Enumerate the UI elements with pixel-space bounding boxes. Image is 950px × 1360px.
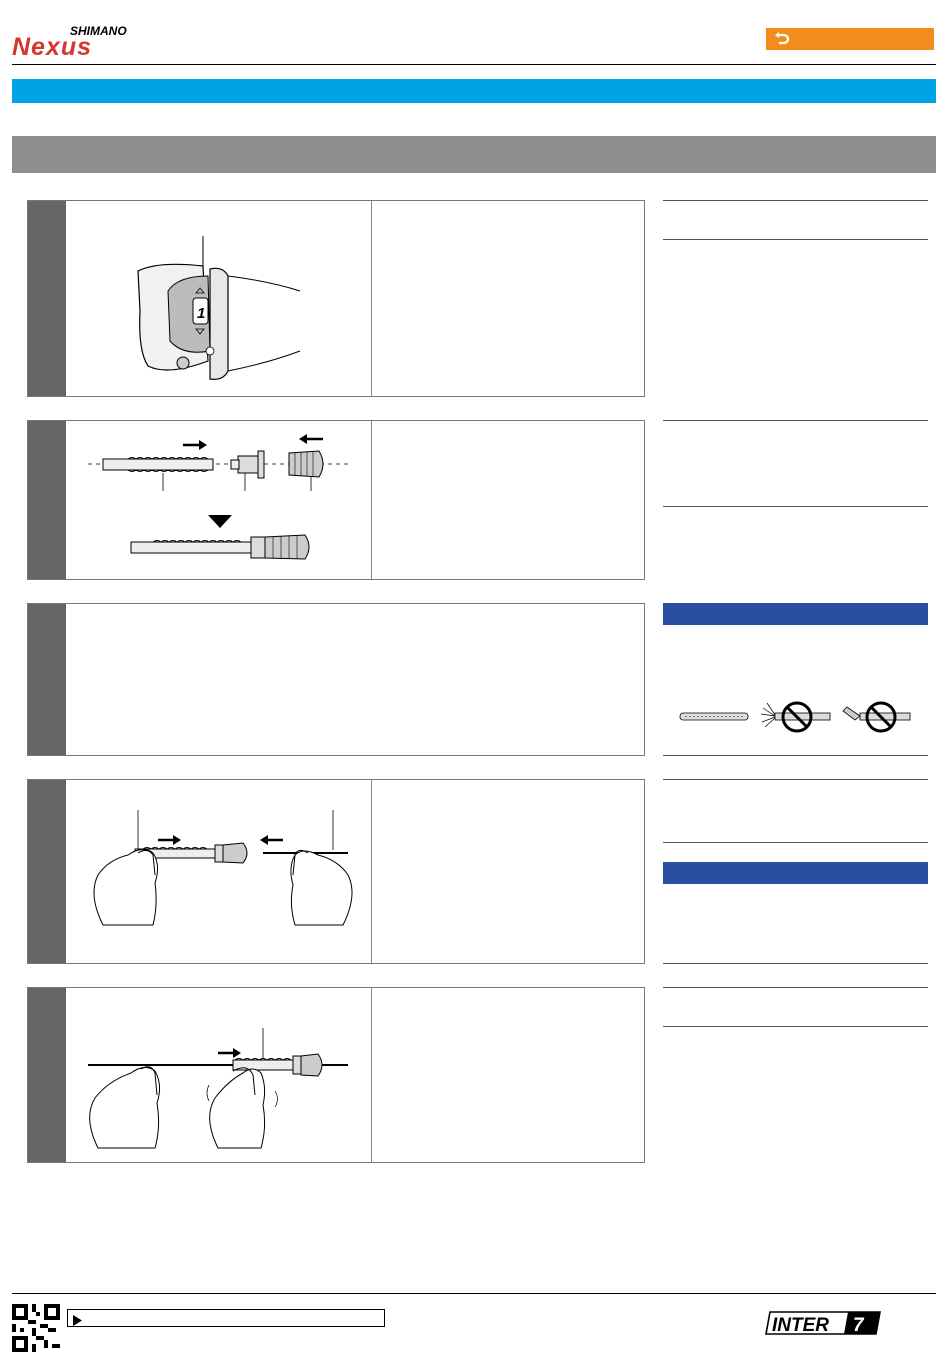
note-rule-9 <box>663 987 928 988</box>
note-rule-5 <box>663 755 928 756</box>
step-3-panel <box>27 603 645 756</box>
inter-logo-number: 7 <box>853 1315 864 1336</box>
step-2-panel <box>27 420 645 580</box>
step-1-divider <box>371 201 372 396</box>
brand-name: SHIMANO <box>70 24 127 38</box>
note-rule-10 <box>663 1026 928 1027</box>
section-gray-bar <box>12 136 936 173</box>
shifter-illustration <box>128 231 328 396</box>
hands-sliding-casing-illustration <box>83 1023 353 1158</box>
cable-casing-assembly-illustration <box>83 429 353 579</box>
notice-bar-1 <box>663 603 928 625</box>
step-3-tab <box>28 604 66 755</box>
prohibited-frayed-cable-icon <box>761 703 830 731</box>
return-arrow-icon <box>774 31 790 52</box>
back-button[interactable] <box>766 28 934 50</box>
play-arrow-icon <box>73 1313 83 1331</box>
note-rule-2 <box>663 239 928 240</box>
qr-code[interactable] <box>12 1304 60 1352</box>
note-rule-1 <box>663 200 928 201</box>
step-4-divider <box>371 780 372 963</box>
note-rule-3 <box>663 420 928 421</box>
footer-link-box[interactable] <box>67 1309 385 1327</box>
cable-end-examples <box>675 695 925 745</box>
hands-inserting-cable-illustration <box>83 805 353 935</box>
notice-bar-2 <box>663 862 928 884</box>
product-name: Nexus <box>12 33 93 60</box>
note-rule-6 <box>663 779 928 780</box>
note-rule-4 <box>663 506 928 507</box>
step-1-panel <box>27 200 645 397</box>
inter-logo-text: INTER <box>772 1315 829 1336</box>
step-5-panel <box>27 987 645 1163</box>
step-5-divider <box>371 988 372 1162</box>
step-2-divider <box>371 421 372 579</box>
step-2-tab <box>28 421 66 579</box>
footer-rule <box>12 1293 936 1294</box>
gear-indicator-text: 1 <box>197 305 206 322</box>
step-4-tab <box>28 780 66 963</box>
note-rule-7 <box>663 842 928 843</box>
step-5-tab <box>28 988 66 1162</box>
note-rule-8 <box>663 963 928 964</box>
prohibited-bent-cable-icon <box>843 703 910 731</box>
brand-logo <box>12 22 137 60</box>
cable-end-ok-icon <box>680 713 748 720</box>
header-rule <box>12 64 936 65</box>
step-1-tab <box>28 201 66 396</box>
inter-7-logo <box>764 1310 882 1336</box>
step-4-panel <box>27 779 645 964</box>
header-blue-bar <box>12 79 936 103</box>
